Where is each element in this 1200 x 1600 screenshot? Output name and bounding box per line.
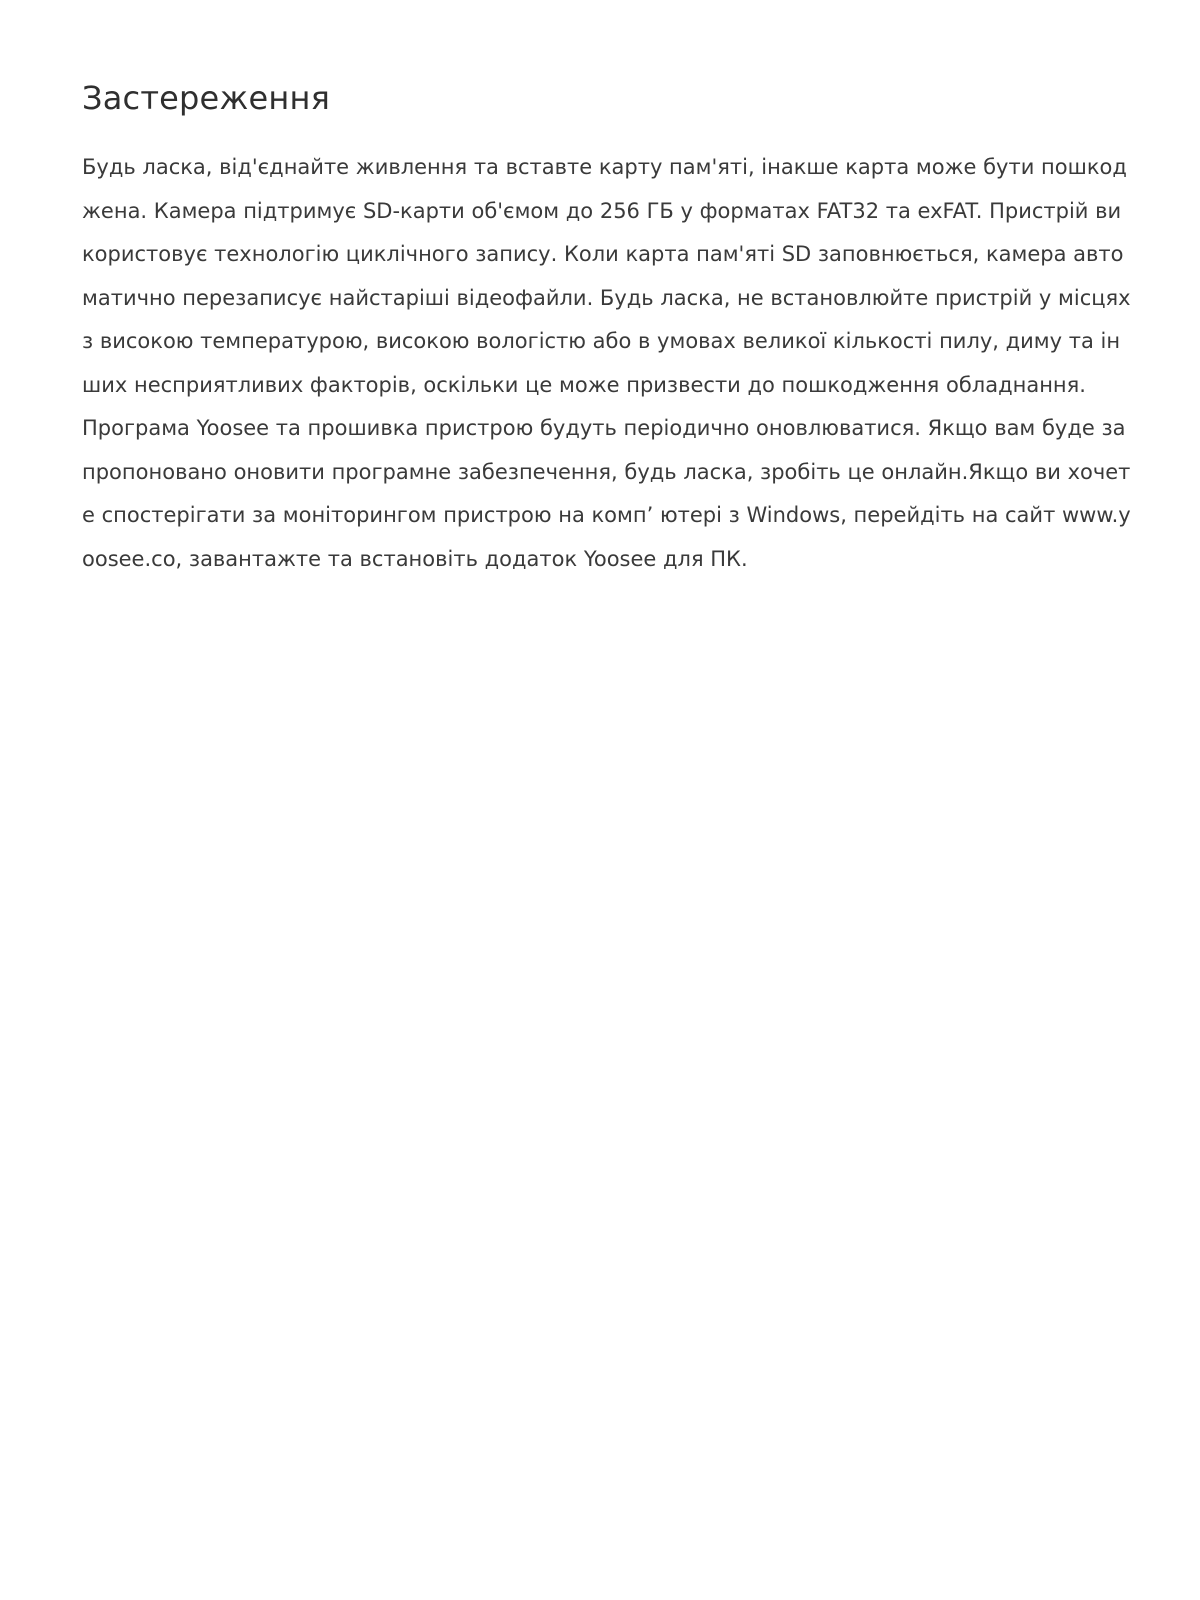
software-update-paragraph: Програма Yoosee та прошивка пристрою будуть періодично оновлюватися. Якщо вам буде запропоновано оновити програмне забезпечення, будь ласка, зробіть це онлайн.Якщо ви хочете спостерігати за моніторингом пристрою на комп’ ютері з Windows, перейдіть на сайт www.yoosee.co, завантажте та встановіть додаток Yoosee для ПК. [82, 416, 1131, 571]
page-title: Застереження [82, 79, 331, 117]
memory-card-warning-paragraph: Будь ласка, від'єднайте живлення та вставте карту пам'яті, інакше карта може бути пошкоджена. Камера підтримує SD-карти об'ємом до 256 ГБ у форматах FAT32 та exFAT. Пристрій використовує технологію циклічного запису. Коли карта пам'яті SD заповнюється, камера автоматично перезаписує найстаріші відеофайли. Будь ласка, не встановлюйте пристрій у місцях з високою температурою, високою вологістю або в умовах великої кількості пилу, диму та інших несприятливих факторів, оскільки це може призвести до пошкодження обладнання. [82, 155, 1131, 397]
disclaimer-page [82, 72, 1132, 581]
